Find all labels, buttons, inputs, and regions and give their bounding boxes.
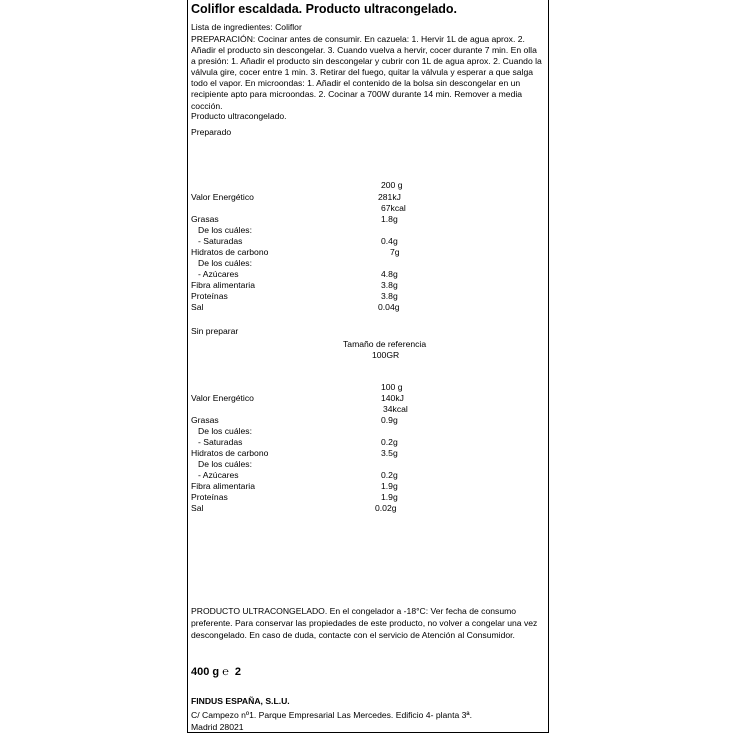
prepared-energy-label: Valor Energético: [191, 192, 254, 202]
preparation-instructions: PREPARACIÓN: Cocinar antes de consumir. En cazuela: 1. Hervir 1L de agua aprox. 2. Añadir el producto sin descongelar. 3. Cuando vuelva a hervir, cocer durante 7 min. En olla a presión: 1. Añadir el producto sin descongelar y cubrir con 1L de agua aprox. 2. Cuando la válvula gire, cocer entre 1 min. 3. Retirar del fuego, quitar la válvula y esperar a que salga todo el vapor. En microondas: 1. Añadir el contenido de la bolsa sin descongelar en un recipiente apto para microondas. 2. Cocinar a 700W durante 14 min. Remover a media cocción.: [191, 34, 542, 111]
unprepared-sugars: 0.2g: [381, 470, 398, 480]
company-address: [191, 710, 472, 734]
unprepared-saturated-label: - Saturadas: [198, 437, 243, 447]
unprepared-sugars-label: - Azúcares: [198, 470, 239, 480]
prepared-saturated: 0.4g: [381, 236, 398, 246]
unprepared-protein: 1.9g: [381, 492, 398, 502]
unprepared-heading: Sin preparar: [191, 326, 239, 336]
company-name: FINDUS ESPAÑA, S.L.U.: [191, 696, 290, 706]
product-type: Producto ultracongelado.: [191, 111, 287, 121]
unprepared-energy-kj: 140kJ: [381, 393, 404, 403]
prepared-fibre: 3.8g: [381, 280, 398, 290]
prepared-fat-label: Grasas: [191, 214, 219, 224]
unprepared-energy-label: Valor Energético: [191, 393, 254, 403]
prepared-fibre-label: Fibra alimentaria: [191, 280, 255, 290]
net-weight-line: [191, 666, 241, 678]
address-line-1: C/ Campezo nº1. Parque Empresarial Las Mercedes. Edificio 4- planta 3ª.: [191, 710, 472, 720]
prepared-sugars-label: - Azúcares: [198, 269, 239, 279]
unprepared-salt-label: Sal: [191, 503, 204, 513]
prepared-energy-kj: 281kJ: [378, 192, 401, 202]
unprepared-energy-kcal: 34kcal: [383, 404, 408, 414]
ingredients-list: Lista de ingredientes: Coliflor: [191, 22, 302, 32]
unprepared-saturated: 0.2g: [381, 437, 398, 447]
prepared-saturated-label: - Saturadas: [198, 236, 243, 246]
storage-instructions: PRODUCTO ULTRACONGELADO. En el congelador a -18°C: Ver fecha de consumo preferente. Para conservar las propiedades de este producto, no volver a congelar una vez descongelado. En caso de duda, contacte con el servicio de Atención al Consumidor.: [191, 606, 538, 640]
prepared-sugars: 4.8g: [381, 269, 398, 279]
prepared-carbs: 7g: [390, 247, 400, 257]
unprepared-fibre-label: Fibra alimentaria: [191, 481, 255, 491]
address-line-2: Madrid 28021: [191, 721, 244, 732]
prepared-fat: 1.8g: [381, 214, 398, 224]
unprepared-of-which-2: De los cuáles:: [198, 459, 252, 469]
unprepared-carbs: 3.5g: [381, 448, 398, 458]
unprepared-portion: 100 g: [381, 382, 403, 392]
servings-count: 2: [234, 666, 241, 678]
prepared-of-which-2: De los cuáles:: [198, 258, 252, 268]
net-weight: 400 g: [191, 666, 220, 678]
prepared-portion: 200 g: [381, 180, 403, 190]
prepared-protein-label: Proteínas: [191, 291, 228, 301]
prepared-protein: 3.8g: [381, 291, 398, 301]
prepared-of-which-1: De los cuáles:: [198, 225, 252, 235]
unprepared-fat-label: Grasas: [191, 415, 219, 425]
unprepared-salt: 0.02g: [375, 503, 397, 513]
product-title: Coliflor escaldada. Producto ultracongelado.: [191, 2, 458, 16]
reference-size-value: 100GR: [372, 350, 400, 360]
unprepared-of-which-1: De los cuáles:: [198, 426, 252, 436]
reference-size-label: Tamaño de referencia: [343, 339, 427, 349]
unprepared-fibre: 1.9g: [381, 481, 398, 491]
estimated-sign-icon: ℮: [222, 666, 229, 678]
unprepared-carbs-label: Hidratos de carbono: [191, 448, 269, 458]
unprepared-fat: 0.9g: [381, 415, 398, 425]
prepared-energy-kcal: 67kcal: [381, 203, 406, 213]
prepared-heading: Preparado: [191, 127, 232, 137]
prepared-carbs-label: Hidratos de carbono: [191, 247, 269, 257]
unprepared-protein-label: Proteínas: [191, 492, 228, 502]
prepared-salt: 0.04g: [378, 302, 400, 312]
prepared-salt-label: Sal: [191, 302, 204, 312]
